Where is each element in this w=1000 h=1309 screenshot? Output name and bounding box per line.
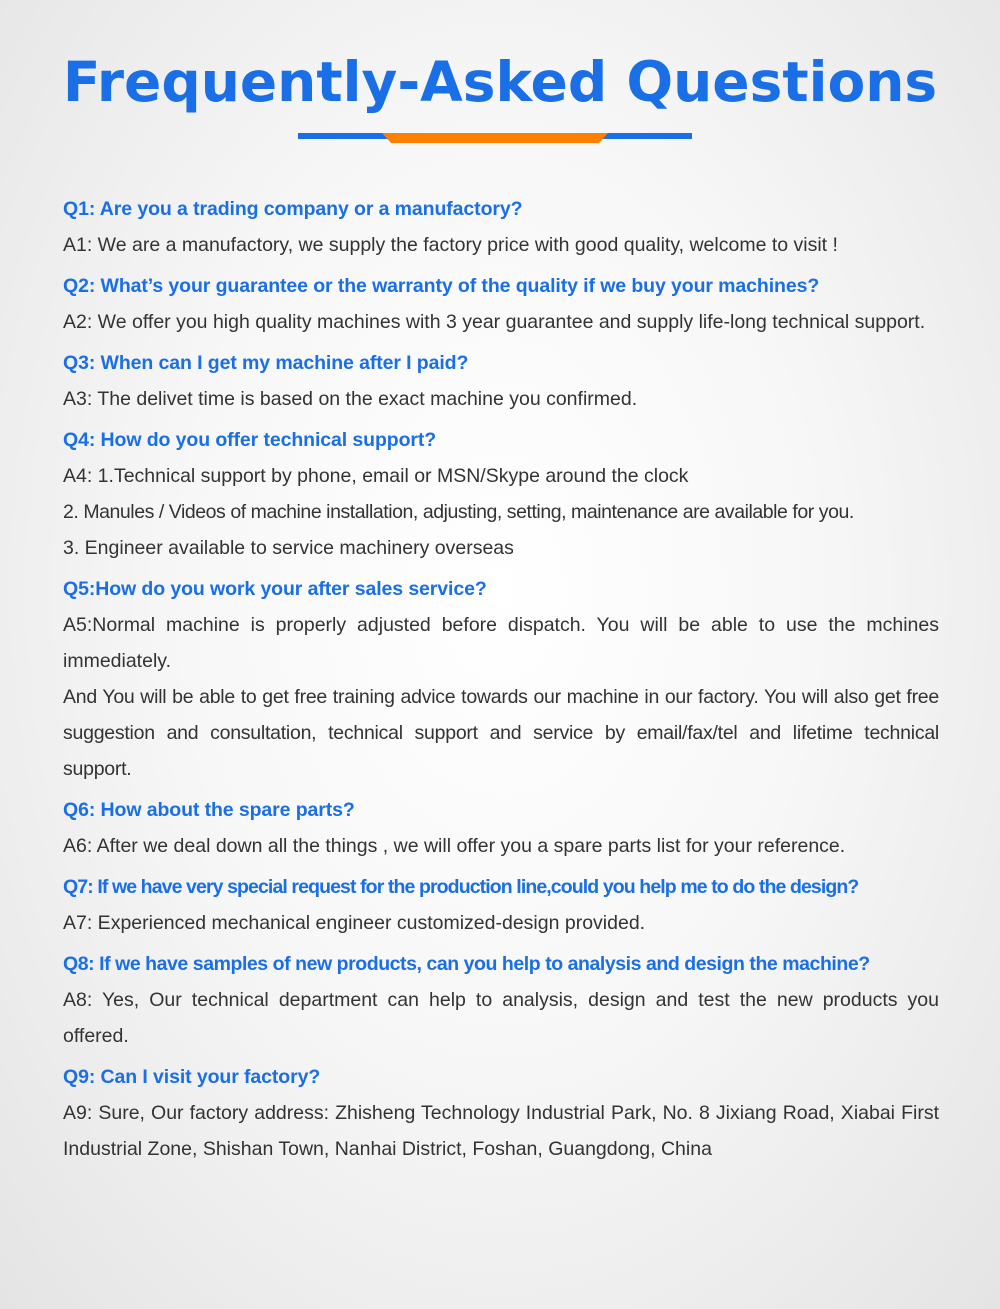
faq-item-6 xyxy=(63,797,939,864)
faq-item-4 xyxy=(63,427,939,566)
question-5: Q5:How do you work your after sales service? xyxy=(63,578,487,600)
faq-list xyxy=(63,196,939,1177)
answer-1: A1: We are a manufactory, we supply the factory price with good quality, welcome to visit ! xyxy=(63,234,838,256)
answer-8: A8: Yes, Our technical department can help to analysis, design and test the new products you offered. xyxy=(63,989,939,1047)
question-7: Q7: If we have very special request for the production line,could you help me to do the design? xyxy=(63,876,859,898)
question-6: Q6: How about the spare parts? xyxy=(63,799,355,821)
question-3: Q3: When can I get my machine after I paid? xyxy=(63,352,469,374)
underline-orange-bar xyxy=(382,133,608,143)
question-1: Q1: Are you a trading company or a manufactory? xyxy=(63,198,523,220)
answer-3: A3: The delivet time is based on the exact machine you confirmed. xyxy=(63,388,638,410)
answer-9: A9: Sure, Our factory address: Zhisheng Technology Industrial Park, No. 8 Jixiang Road, Xiabai First Industrial Zone, Shishan Town, Nanhai District, Foshan, Guangdong, China xyxy=(63,1102,939,1160)
faq-item-5 xyxy=(63,576,939,787)
question-2: Q2: What’s your guarantee or the warranty of the quality if we buy your machines? xyxy=(63,275,820,297)
answer-2: A2: We offer you high quality machines with 3 year guarantee and supply life-long technical support. xyxy=(63,311,926,333)
question-8: Q8: If we have samples of new products, can you help to analysis and design the machine? xyxy=(63,953,870,975)
answer-5-para-1: A5:Normal machine is properly adjusted before dispatch. You will be able to use the mchines immediately. xyxy=(63,614,939,672)
page-title: Frequently-Asked Questions xyxy=(62,50,938,114)
faq-item-2 xyxy=(63,273,939,340)
title-underline xyxy=(298,133,692,143)
question-9: Q9: Can I visit your factory? xyxy=(63,1066,321,1088)
answer-7: A7: Experienced mechanical engineer customized-design provided. xyxy=(63,912,646,934)
question-4: Q4: How do you offer technical support? xyxy=(63,429,437,451)
faq-item-8 xyxy=(63,951,939,1054)
answer-6: A6: After we deal down all the things , we will offer you a spare parts list for your reference. xyxy=(63,835,846,857)
answer-4-line-2: 2. Manules / Videos of machine installation, adjusting, setting, maintenance are available for you. xyxy=(63,501,854,523)
answer-5-para-2: And You will be able to get free training advice towards our machine in our factory. You will also get free suggestion and consultation, technical support and service by email/fax/tel and lifetime technical support. xyxy=(63,686,939,780)
faq-item-9 xyxy=(63,1064,939,1167)
faq-item-3 xyxy=(63,350,939,417)
faq-item-7 xyxy=(63,874,939,941)
faq-item-1 xyxy=(63,196,939,263)
answer-4-line-3: 3. Engineer available to service machinery overseas xyxy=(63,537,514,559)
answer-4-line-1: A4: 1.Technical support by phone, email or MSN/Skype around the clock xyxy=(63,465,689,487)
